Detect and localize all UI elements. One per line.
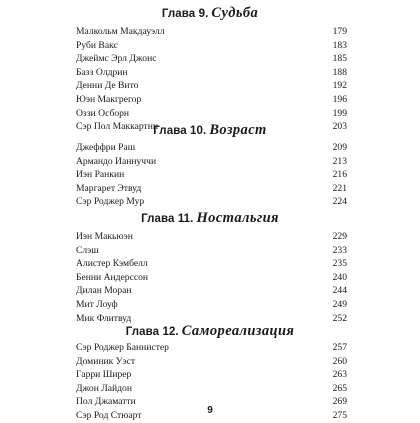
entry-page: 257 bbox=[332, 342, 347, 353]
entry-name: Доминик Уэст bbox=[76, 355, 136, 367]
entry-name: Джон Лайдон bbox=[76, 382, 132, 394]
entry-name: Армандо Ианнуччи bbox=[76, 155, 157, 167]
toc-entry bbox=[76, 244, 347, 258]
entry-name: Иэн Ранкин bbox=[76, 169, 125, 181]
toc-entry bbox=[76, 168, 347, 182]
entry-name: Юэн Макгрегор bbox=[76, 93, 142, 105]
entry-name: Сэр Роджер Баннистер bbox=[76, 342, 169, 353]
entry-page: 244 bbox=[332, 285, 347, 297]
toc-entry bbox=[76, 271, 347, 285]
entry-page: 275 bbox=[332, 409, 347, 421]
chapter-entries bbox=[76, 141, 347, 209]
chapter-title: Возраст bbox=[209, 122, 267, 138]
chapter-heading bbox=[0, 321, 420, 341]
chapter-heading bbox=[0, 120, 420, 140]
entry-name: Джеймс Эрл Джонс bbox=[76, 53, 157, 65]
entry-page: 229 bbox=[332, 231, 347, 242]
entry-name: Маргарет Этвуд bbox=[76, 182, 142, 194]
chapter-heading bbox=[0, 3, 420, 23]
chapter-12 bbox=[0, 321, 420, 421]
chapter-entries bbox=[76, 230, 347, 325]
entry-page: 183 bbox=[332, 39, 347, 51]
entry-page: 185 bbox=[332, 53, 347, 65]
chapter-11 bbox=[0, 208, 420, 324]
entry-name: Дилан Моран bbox=[76, 285, 132, 297]
entry-page: 240 bbox=[332, 271, 347, 283]
entry-name: Сэр Роджер Мур bbox=[76, 196, 145, 208]
chapter-title: Самореализация bbox=[181, 323, 295, 339]
entry-page: 233 bbox=[332, 244, 347, 256]
entry-name: Базз Олдрин bbox=[76, 66, 128, 78]
toc-entry bbox=[76, 93, 347, 107]
entry-name: Оззи Осборн bbox=[76, 107, 130, 119]
entry-page: 179 bbox=[332, 26, 347, 37]
entry-page: 188 bbox=[332, 66, 347, 78]
entry-name: Мит Лоуф bbox=[76, 298, 118, 310]
entry-name: Бенни Андерссон bbox=[76, 271, 149, 283]
entry-page: 216 bbox=[332, 169, 347, 181]
chapter-entries bbox=[76, 25, 347, 134]
entry-name: Иэн Макьюэн bbox=[76, 231, 133, 242]
chapter-10 bbox=[0, 120, 420, 208]
entry-page: 213 bbox=[332, 155, 347, 167]
toc-entry bbox=[76, 141, 347, 155]
entry-page: 252 bbox=[332, 312, 347, 324]
chapter-number: Глава 12. bbox=[125, 326, 179, 338]
entry-name: Пол Джаматти bbox=[76, 396, 136, 408]
toc-entry bbox=[76, 66, 347, 80]
entry-page: 269 bbox=[332, 396, 347, 408]
toc-entry bbox=[76, 341, 347, 355]
toc-entry bbox=[76, 79, 347, 93]
chapter-title: Ностальгия bbox=[196, 210, 279, 226]
entry-page: 260 bbox=[332, 355, 347, 367]
toc-entry bbox=[76, 382, 347, 396]
entry-page: 199 bbox=[332, 107, 347, 119]
toc-entry bbox=[76, 155, 347, 169]
toc-entry bbox=[76, 52, 347, 66]
entry-name: Сэр Род Стюарт bbox=[76, 409, 142, 421]
entry-name: Сэр Пол Маккартни bbox=[76, 121, 158, 133]
entry-name: Гарри Ширер bbox=[76, 369, 132, 381]
chapter-title: Судьба bbox=[211, 5, 259, 21]
entry-name: Мик Флитвуд bbox=[76, 312, 132, 324]
entry-page: 209 bbox=[332, 142, 347, 153]
toc-entry bbox=[76, 284, 347, 298]
entry-page: 196 bbox=[332, 93, 347, 105]
toc-entry bbox=[76, 368, 347, 382]
entry-page: 265 bbox=[332, 382, 347, 394]
toc-entry bbox=[76, 25, 347, 39]
entry-name: Руби Вакс bbox=[76, 39, 118, 51]
entry-page: 221 bbox=[332, 182, 347, 194]
entry-name: Малкольм Макдауэлл bbox=[76, 26, 165, 37]
chapter-number: Глава 9. bbox=[161, 8, 209, 20]
chapter-number: Глава 11. bbox=[141, 213, 194, 225]
entry-page: 263 bbox=[332, 369, 347, 381]
toc-entry bbox=[76, 182, 347, 196]
entry-name: Алистер Кэмбелл bbox=[76, 258, 148, 270]
chapter-heading bbox=[0, 208, 420, 228]
toc-entry bbox=[76, 195, 347, 209]
toc-entry bbox=[76, 107, 347, 121]
chapter-number: Глава 10. bbox=[153, 125, 207, 137]
toc-entry bbox=[76, 39, 347, 53]
toc-entry bbox=[76, 257, 347, 271]
entry-page: 224 bbox=[332, 196, 347, 208]
toc-entry bbox=[76, 355, 347, 369]
entry-name: Джеффри Раш bbox=[76, 142, 136, 153]
page-number: 9 bbox=[207, 405, 213, 416]
entry-name: Денни Де Вито bbox=[76, 80, 139, 92]
toc-entry bbox=[76, 298, 347, 312]
entry-page: 249 bbox=[332, 298, 347, 310]
toc-entry bbox=[76, 230, 347, 244]
entry-page: 203 bbox=[332, 121, 347, 133]
entry-page: 192 bbox=[332, 80, 347, 92]
entry-page: 235 bbox=[332, 258, 347, 270]
entry-name: Слэш bbox=[76, 244, 99, 256]
